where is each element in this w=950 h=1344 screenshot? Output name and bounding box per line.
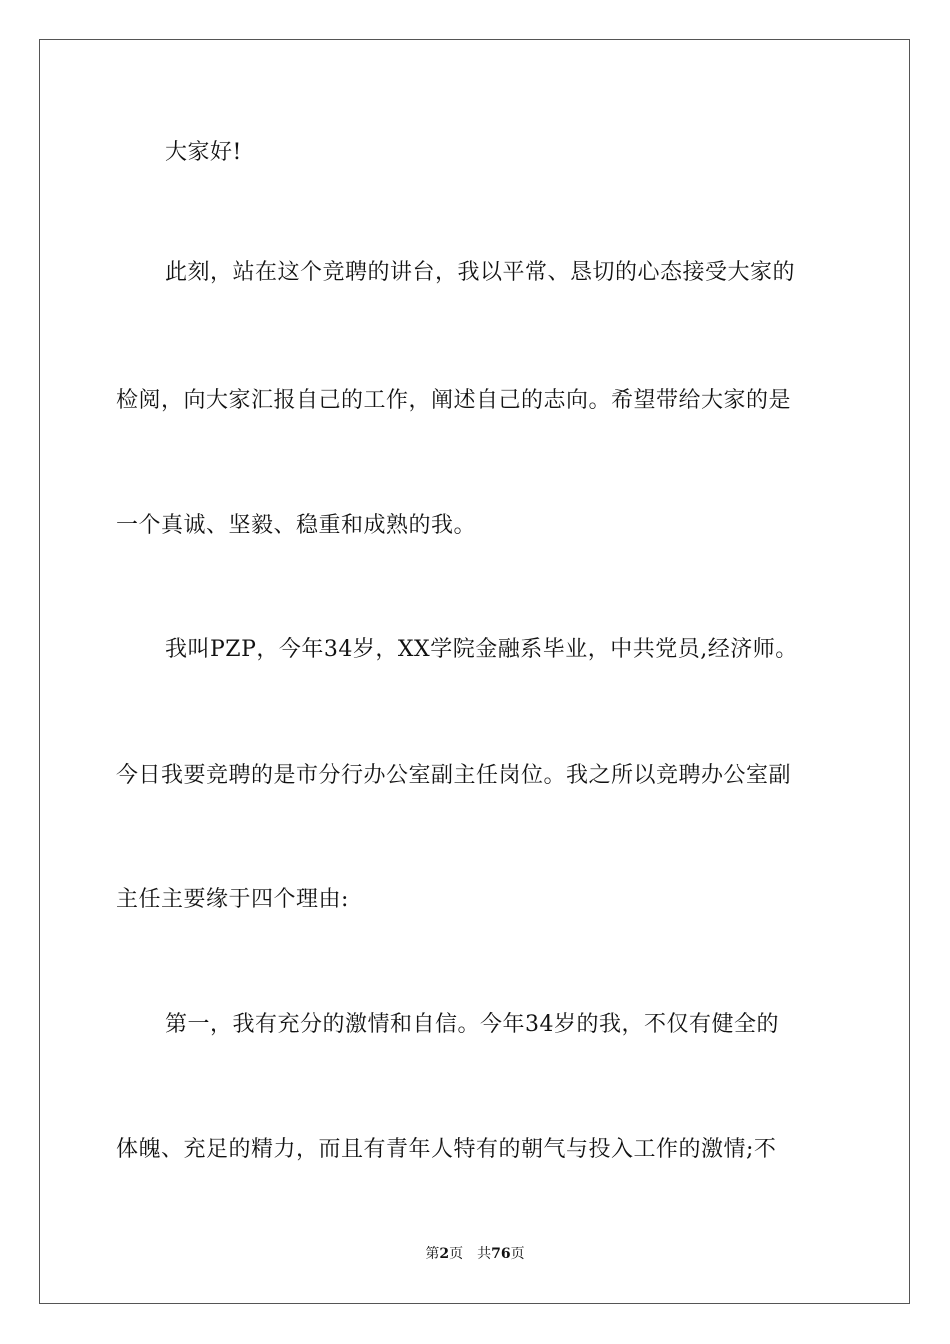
paragraph-1-line-2: 检阅，向大家汇报自己的工作，阐述自己的志向。希望带给大家的是 bbox=[116, 388, 792, 413]
paragraph-1-line-1: 此刻，站在这个竞聘的讲台，我以平常、恳切的心态接受大家的 bbox=[165, 260, 796, 285]
page-prefix: 第 bbox=[425, 1246, 440, 1262]
paragraph-2-line-1: 我叫PZP，今年34岁，XX学院金融系毕业，中共党员,经济师。 bbox=[165, 637, 798, 662]
total-prefix: 共 bbox=[477, 1246, 492, 1262]
paragraph-2-line-3: 主任主要缘于四个理由: bbox=[116, 887, 349, 912]
paragraph-3-line-1: 第一，我有充分的激情和自信。今年34岁的我，不仅有健全的 bbox=[165, 1012, 779, 1037]
page-suffix: 页 bbox=[449, 1246, 464, 1262]
greeting-line: 大家好! bbox=[165, 140, 242, 165]
paragraph-2-line-2: 今日我要竞聘的是市分行办公室副主任岗位。我之所以竞聘办公室副 bbox=[116, 763, 792, 788]
paragraph-3-line-2: 体魄、充足的精力，而且有青年人特有的朝气与投入工作的激情;不 bbox=[116, 1137, 777, 1162]
page-frame bbox=[39, 39, 910, 1304]
total-pages-number: 76 bbox=[491, 1246, 511, 1262]
page-footer bbox=[0, 1245, 950, 1263]
current-page-number: 2 bbox=[439, 1246, 450, 1262]
total-suffix: 页 bbox=[510, 1246, 525, 1262]
paragraph-1-line-3: 一个真诚、坚毅、稳重和成熟的我。 bbox=[116, 513, 477, 538]
